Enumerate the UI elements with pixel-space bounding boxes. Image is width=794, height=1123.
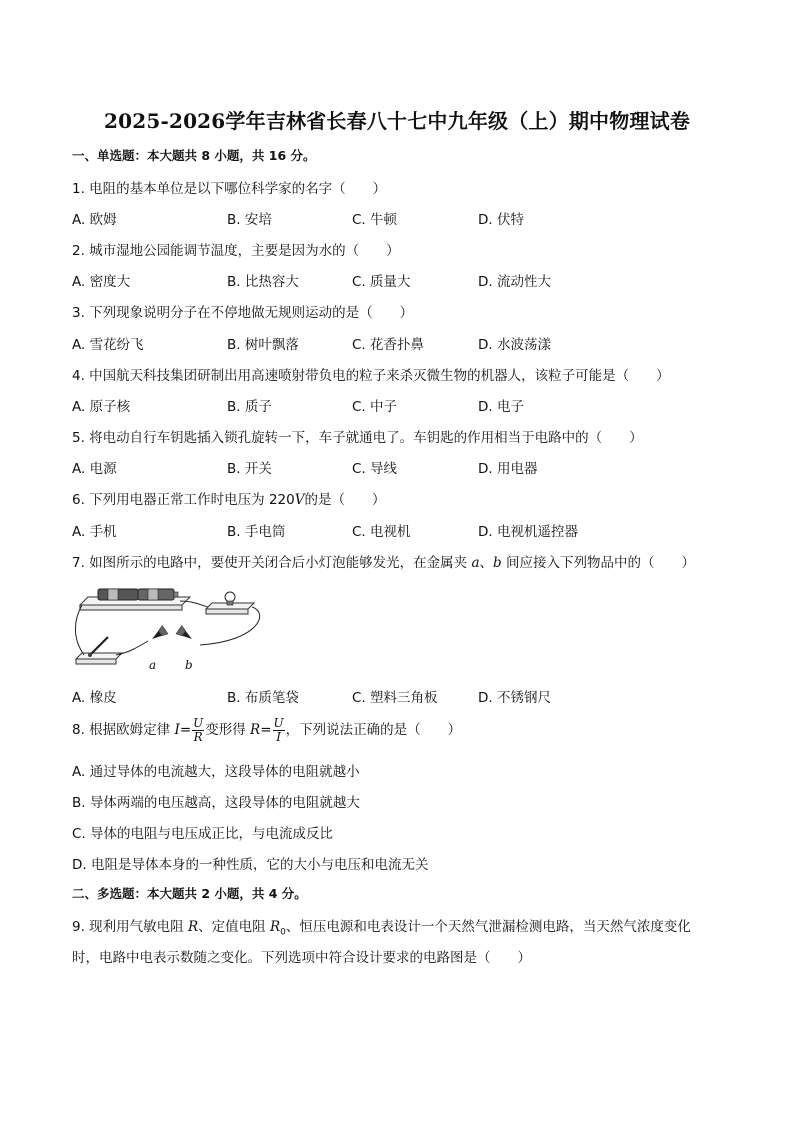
q7-stem-mid: 、 (479, 555, 494, 571)
q6-option-a: A. 手机 (72, 524, 117, 540)
ohm-formula-i: I (174, 722, 180, 738)
resistance-formula-equals: = (260, 722, 272, 738)
q6-option-d: D. 电视机遥控器 (478, 524, 578, 540)
q9-var-r: R (187, 919, 199, 935)
question-9-line-1 (72, 915, 691, 938)
question-7 (72, 551, 695, 571)
question-8 (72, 713, 461, 747)
switch-lever (90, 637, 108, 655)
battery-terminal (174, 592, 178, 597)
q4-option-c: C. 中子 (352, 399, 398, 415)
q6-stem-end: 的是（ ） (304, 492, 386, 508)
bulb-base-front (206, 609, 248, 614)
q7-option-a: A. 橡皮 (72, 690, 117, 706)
switch-pivot (88, 653, 92, 657)
q8-stem-end: ，下列说法正确的是（ ） (285, 722, 462, 738)
q7-var-a: a (471, 555, 480, 571)
q8-option-d: D. 电阻是导体本身的一种性质，它的大小与电压和电流无关 (72, 857, 429, 873)
q2-option-c: C. 质量大 (352, 274, 411, 290)
question-2: 2. 城市湿地公园能调节温度，主要是因为水的（ ） (72, 243, 400, 259)
q4-option-d: D. 电子 (478, 399, 524, 415)
q5-option-c: C. 导线 (352, 461, 398, 477)
circuit-diagram (72, 583, 268, 671)
fraction-denominator-i: I (276, 729, 281, 744)
q9-part-2: 、定值电阻 (198, 919, 270, 935)
q2-option-d: D. 流动性大 (478, 274, 551, 290)
wire-battery-to-switch (75, 605, 84, 655)
q5-option-d: D. 用电器 (478, 461, 538, 477)
bulb (225, 592, 235, 602)
q7-option-d: D. 不锈钢尺 (478, 690, 551, 706)
q1-option-b: B. 安培 (227, 212, 272, 228)
q6-option-c: C. 电视机 (352, 524, 411, 540)
q7-stem-start: 7. 如图所示的电路中，要使开关闭合后小灯泡能够发光，在金属夹 (72, 555, 472, 571)
ohm-formula-fraction (192, 717, 204, 744)
switch-base-front (76, 659, 116, 664)
q7-option-b: B. 布质笔袋 (227, 690, 299, 706)
clip-b (176, 626, 195, 643)
q6-stem-start: 6. 下列用电器正常工作时电压为 220 (72, 492, 295, 508)
page-title: 2025-2026学年吉林省长春八十七中九年级（上）期中物理试卷 (103, 109, 691, 133)
q8-option-c: C. 导体的电阻与电压成正比，与电流成反比 (72, 826, 334, 842)
q3-option-c: C. 花香扑鼻 (352, 337, 425, 353)
battery-base-front (80, 605, 182, 610)
ohm-formula-equals: = (179, 722, 192, 738)
q8-option-a: A. 通过导体的电流越大，这段导体的电阻就越小 (72, 764, 360, 780)
q8-stem-start: 8. 根据欧姆定律 (72, 722, 175, 738)
q3-option-b: B. 树叶飘落 (227, 337, 299, 353)
battery-band-2 (148, 589, 158, 600)
q4-option-a: A. 原子核 (72, 399, 131, 415)
q1-option-d: D. 伏特 (478, 212, 524, 228)
fraction-numerator-u: U (193, 715, 204, 730)
resistance-formula-fraction (273, 717, 285, 744)
question-4: 4. 中国航天科技集团研制出用高速喷射带负电的粒子来杀灭微生物的机器人，该粒子可能是（ ） (72, 368, 670, 384)
q6-voltage-unit: V (294, 492, 305, 508)
resistance-formula-r: R (250, 722, 261, 738)
q3-option-d: D. 水波荡漾 (478, 337, 551, 353)
q9-var-r0: R (269, 919, 281, 935)
clip-b-label: b (185, 658, 193, 671)
q3-option-a: A. 雪花纷飞 (72, 337, 144, 353)
q2-option-b: B. 比热容大 (227, 274, 299, 290)
bulb-socket (227, 601, 233, 605)
q8-option-b: B. 导体两端的电压越高，这段导体的电阻就越大 (72, 795, 360, 811)
q1-option-a: A. 欧姆 (72, 212, 117, 228)
fraction-numerator-u-2: U (273, 715, 284, 730)
clip-a-label: a (149, 658, 157, 671)
question-1: 1. 电阻的基本单位是以下哪位科学家的名字（ ） (72, 181, 387, 197)
q5-option-a: A. 电源 (72, 461, 117, 477)
q7-option-c: C. 塑料三角板 (352, 690, 438, 706)
q4-option-b: B. 质子 (227, 399, 272, 415)
q1-option-c: C. 牛顿 (352, 212, 398, 228)
section-heading-single-choice: 一、单选题：本大题共 8 小题，共 16 分。 (72, 148, 316, 163)
q6-option-b: B. 手电筒 (227, 524, 286, 540)
q8-stem-mid: 变形得 (205, 722, 251, 738)
battery-band-1 (108, 589, 118, 600)
section-heading-multiple-choice: 二、多选题：本大题共 2 小题，共 4 分。 (72, 886, 307, 901)
question-5: 5. 将电动自行车钥匙插入锁孔旋转一下，车子就通电了。车钥匙的作用相当于电路中的（ ） (72, 430, 643, 446)
q9-part-3: 、恒压电源和电表设计一个天然气泄漏检测电路，当天然气浓度变化 (285, 919, 691, 935)
fraction-denominator-r: R (193, 729, 203, 744)
q9-part-1: 9. 现利用气敏电阻 (72, 919, 188, 935)
q2-option-a: A. 密度大 (72, 274, 131, 290)
q7-var-b: b (493, 555, 502, 571)
q7-stem-end: 间应接入下列物品中的（ ） (501, 555, 695, 571)
clip-a (149, 626, 168, 643)
question-3: 3. 下列现象说明分子在不停地做无规则运动的是（ ） (72, 305, 414, 321)
question-6 (72, 488, 385, 508)
question-9-line-2: 时，电路中电表示数随之变化。下列选项中符合设计要求的电路图是（ ） (72, 950, 531, 966)
q9-var-r0-subscript: 0 (280, 927, 286, 938)
q5-option-b: B. 开关 (227, 461, 272, 477)
